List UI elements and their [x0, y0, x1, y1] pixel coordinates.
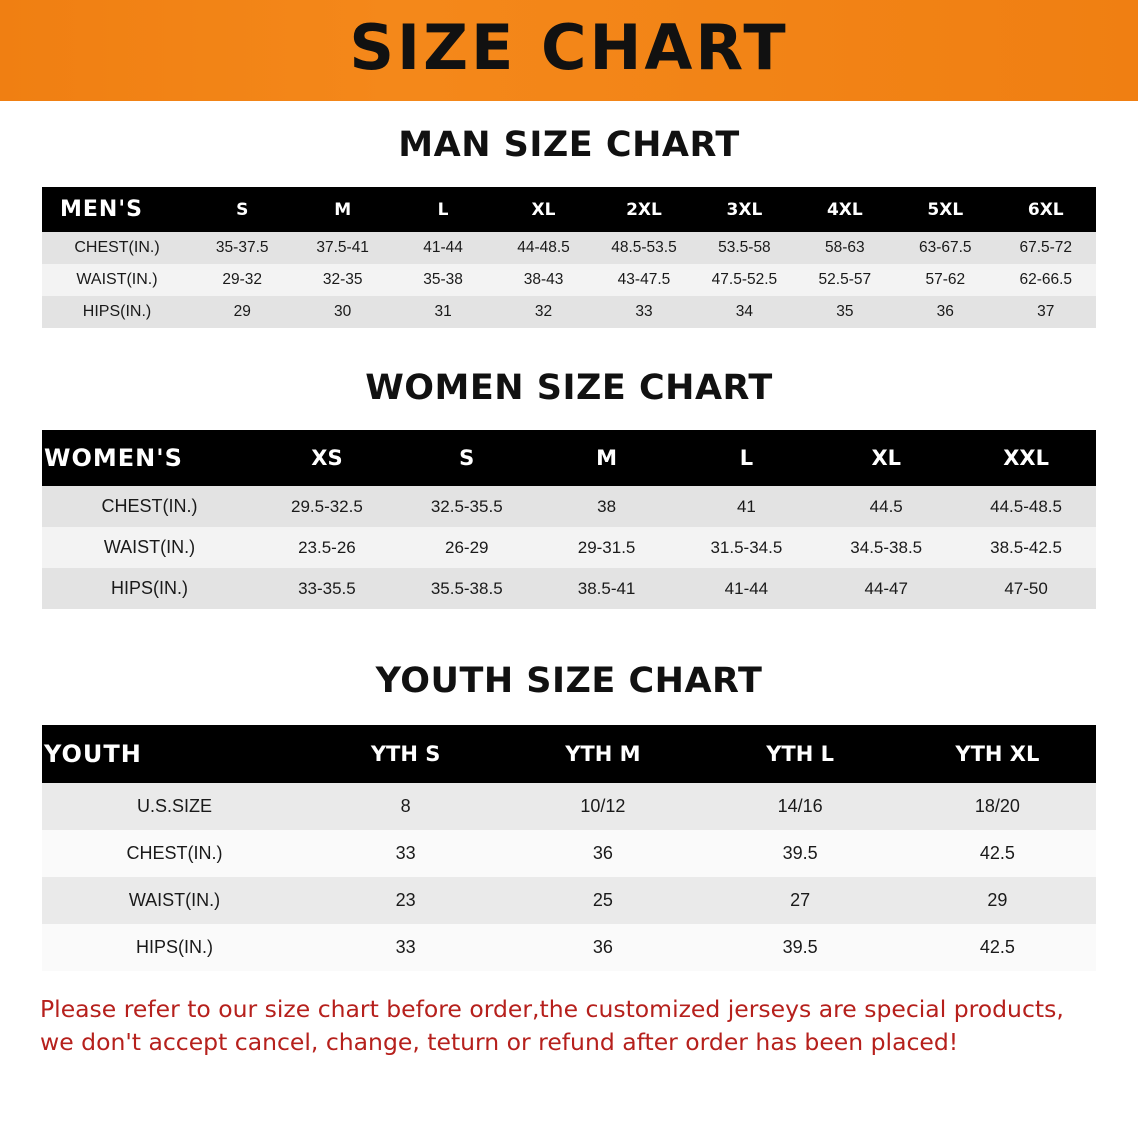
- table-row: [42, 783, 1096, 830]
- man-table-body: [42, 232, 1096, 328]
- table-cell: 31: [393, 296, 493, 328]
- man-header-cell: 4XL: [795, 187, 895, 232]
- row-label: CHEST(IN.): [42, 486, 257, 527]
- row-label: CHEST(IN.): [42, 830, 307, 877]
- table-cell: 42.5: [899, 924, 1096, 971]
- youth-size-table: [42, 725, 1096, 971]
- row-label: WAIST(IN.): [42, 264, 192, 296]
- table-cell: 47.5-52.5: [694, 264, 794, 296]
- table-cell: 14/16: [702, 783, 899, 830]
- table-cell: 39.5: [702, 924, 899, 971]
- row-label: HIPS(IN.): [42, 568, 257, 609]
- women-size-table: [42, 430, 1096, 609]
- table-cell: 48.5-53.5: [594, 232, 694, 264]
- table-row: [42, 830, 1096, 877]
- table-cell: 34.5-38.5: [816, 527, 956, 568]
- youth-table-body: [42, 783, 1096, 971]
- table-cell: 29-31.5: [537, 527, 677, 568]
- women-header-cell: XS: [257, 430, 397, 486]
- women-header-cell: XXL: [956, 430, 1096, 486]
- man-header-cell: 5XL: [895, 187, 995, 232]
- youth-header-cell: YTH M: [504, 725, 701, 783]
- table-cell: 41-44: [676, 568, 816, 609]
- youth-header-cell: YTH S: [307, 725, 504, 783]
- youth-header-cell: YTH XL: [899, 725, 1096, 783]
- table-cell: 33: [307, 924, 504, 971]
- table-header-row: [42, 187, 1096, 232]
- women-header-cell: WOMEN'S: [42, 430, 257, 486]
- table-cell: 38-43: [493, 264, 593, 296]
- table-cell: 43-47.5: [594, 264, 694, 296]
- table-cell: 44-47: [816, 568, 956, 609]
- table-cell: 18/20: [899, 783, 1096, 830]
- women-header-cell: S: [397, 430, 537, 486]
- row-label: WAIST(IN.): [42, 527, 257, 568]
- row-label: WAIST(IN.): [42, 877, 307, 924]
- table-cell: 44.5-48.5: [956, 486, 1096, 527]
- table-cell: 33: [307, 830, 504, 877]
- man-header-cell: 2XL: [594, 187, 694, 232]
- man-header-cell: S: [192, 187, 292, 232]
- youth-header-cell: YOUTH: [42, 725, 307, 783]
- policy-note: Please refer to our size chart before order,the customized jerseys are special products, we don't accept cancel, change, teturn or refund after order has been placed!: [40, 995, 1064, 1057]
- table-cell: 34: [694, 296, 794, 328]
- row-label: U.S.SIZE: [42, 783, 307, 830]
- table-cell: 63-67.5: [895, 232, 995, 264]
- women-table-wrapper: [42, 430, 1096, 609]
- man-header-cell: 6XL: [996, 187, 1097, 232]
- women-header-cell: XL: [816, 430, 956, 486]
- table-cell: 42.5: [899, 830, 1096, 877]
- table-cell: 67.5-72: [996, 232, 1097, 264]
- table-cell: 44-48.5: [493, 232, 593, 264]
- women-header-cell: L: [676, 430, 816, 486]
- table-cell: 53.5-58: [694, 232, 794, 264]
- row-label: HIPS(IN.): [42, 924, 307, 971]
- table-cell: 35.5-38.5: [397, 568, 537, 609]
- women-table-body: [42, 486, 1096, 609]
- women-header-cell: M: [537, 430, 677, 486]
- page-title: SIZE CHART: [349, 10, 789, 84]
- table-cell: 32: [493, 296, 593, 328]
- table-cell: 36: [895, 296, 995, 328]
- row-label: HIPS(IN.): [42, 296, 192, 328]
- table-cell: 35-38: [393, 264, 493, 296]
- table-cell: 52.5-57: [795, 264, 895, 296]
- table-cell: 23: [307, 877, 504, 924]
- man-table-wrapper: [42, 187, 1096, 328]
- table-cell: 57-62: [895, 264, 995, 296]
- man-header-cell: MEN'S: [42, 187, 192, 232]
- youth-section-heading: YOUTH SIZE CHART: [375, 661, 763, 701]
- table-cell: 37: [996, 296, 1097, 328]
- table-cell: 31.5-34.5: [676, 527, 816, 568]
- header-banner: [0, 0, 1138, 101]
- table-cell: 33-35.5: [257, 568, 397, 609]
- table-cell: 32.5-35.5: [397, 486, 537, 527]
- table-cell: 38: [537, 486, 677, 527]
- table-cell: 44.5: [816, 486, 956, 527]
- youth-table-head: [42, 725, 1096, 783]
- table-cell: 38.5-41: [537, 568, 677, 609]
- man-header-cell: M: [292, 187, 392, 232]
- table-row: [42, 232, 1096, 264]
- table-cell: 29.5-32.5: [257, 486, 397, 527]
- table-row: [42, 527, 1096, 568]
- table-cell: 29: [899, 877, 1096, 924]
- table-cell: 25: [504, 877, 701, 924]
- man-header-cell: 3XL: [694, 187, 794, 232]
- table-cell: 36: [504, 830, 701, 877]
- table-header-row: [42, 430, 1096, 486]
- table-cell: 10/12: [504, 783, 701, 830]
- table-cell: 41: [676, 486, 816, 527]
- table-cell: 36: [504, 924, 701, 971]
- man-header-cell: XL: [493, 187, 593, 232]
- table-cell: 41-44: [393, 232, 493, 264]
- table-header-row: [42, 725, 1096, 783]
- women-table-head: [42, 430, 1096, 486]
- table-cell: 8: [307, 783, 504, 830]
- row-label: CHEST(IN.): [42, 232, 192, 264]
- table-row: [42, 486, 1096, 527]
- man-section-heading: MAN SIZE CHART: [398, 125, 740, 165]
- table-cell: 58-63: [795, 232, 895, 264]
- table-row: [42, 264, 1096, 296]
- table-cell: 32-35: [292, 264, 392, 296]
- table-cell: 35: [795, 296, 895, 328]
- table-cell: 27: [702, 877, 899, 924]
- man-table-head: [42, 187, 1096, 232]
- table-row: [42, 877, 1096, 924]
- youth-table-wrapper: [42, 725, 1096, 971]
- women-section-heading: WOMEN SIZE CHART: [365, 368, 773, 408]
- table-cell: 30: [292, 296, 392, 328]
- table-cell: 62-66.5: [996, 264, 1097, 296]
- table-row: [42, 924, 1096, 971]
- table-cell: 35-37.5: [192, 232, 292, 264]
- table-cell: 39.5: [702, 830, 899, 877]
- table-cell: 23.5-26: [257, 527, 397, 568]
- table-cell: 29: [192, 296, 292, 328]
- table-row: [42, 568, 1096, 609]
- table-cell: 26-29: [397, 527, 537, 568]
- table-cell: 47-50: [956, 568, 1096, 609]
- man-header-cell: L: [393, 187, 493, 232]
- table-cell: 29-32: [192, 264, 292, 296]
- table-cell: 37.5-41: [292, 232, 392, 264]
- table-cell: 33: [594, 296, 694, 328]
- youth-header-cell: YTH L: [702, 725, 899, 783]
- table-row: [42, 296, 1096, 328]
- man-size-table: [42, 187, 1096, 328]
- table-cell: 38.5-42.5: [956, 527, 1096, 568]
